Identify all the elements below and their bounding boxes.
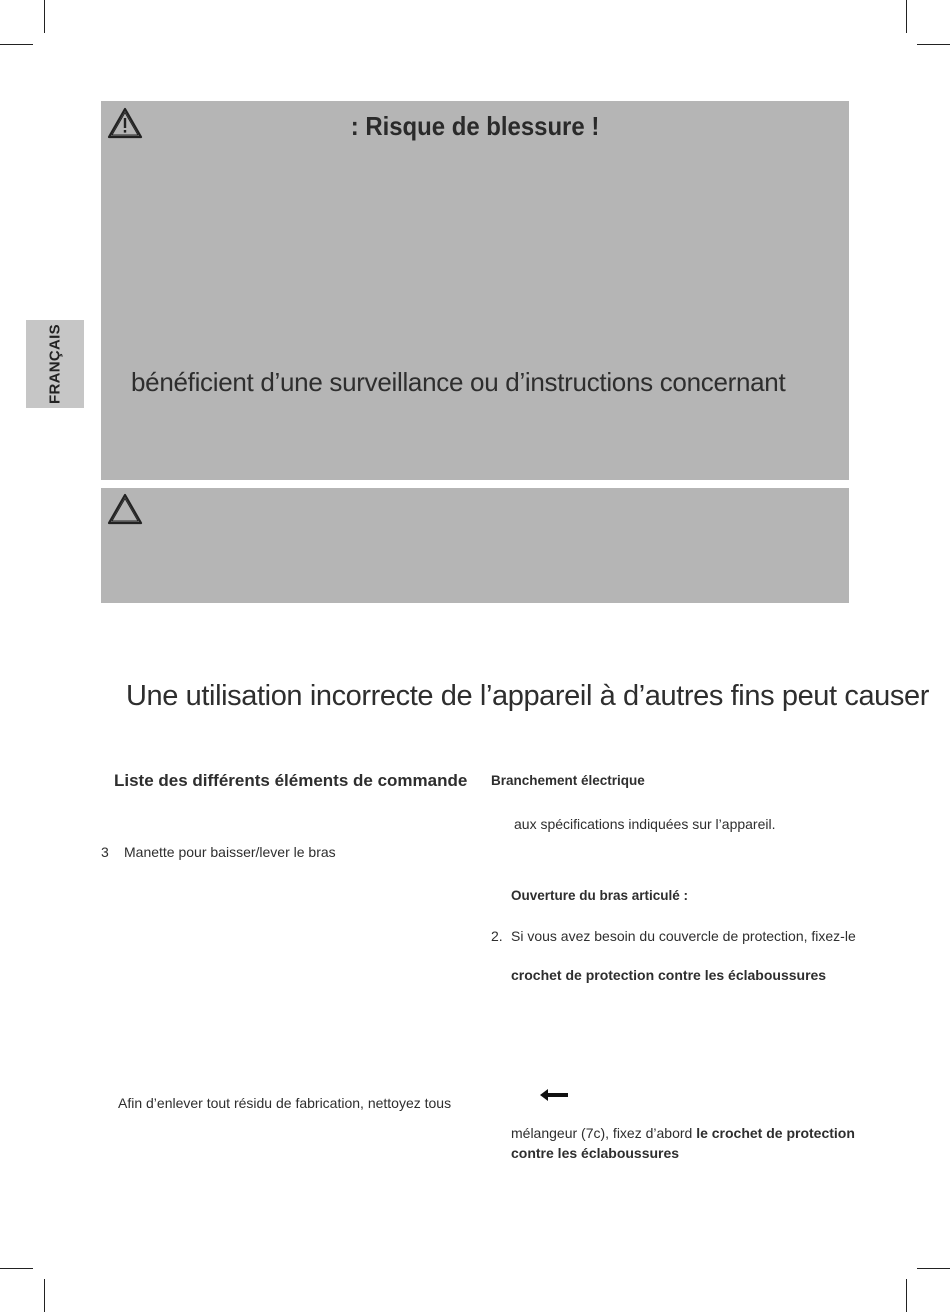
step-text: Si vous avez besoin du couvercle de protection, fixez-le (511, 928, 856, 944)
warning-body-text: bénéficient d’une surveillance ou d’instructions concernant (131, 367, 786, 397)
mixer-instruction-bold: le crochet de protection (696, 1125, 855, 1141)
intended-use-text: Une utilisation incorrecte de l’appareil à d’autres fins peut causer (126, 680, 929, 712)
arm-opening-heading: Ouverture du bras articulé : (511, 888, 689, 903)
crop-mark (917, 44, 950, 45)
warning-triangle-icon (107, 493, 143, 525)
left-arrow-icon (538, 1088, 570, 1102)
mixer-instruction-plain: mélangeur (7c), fixez d’abord (511, 1125, 697, 1141)
warning-heading: : Risque de blessure ! (350, 111, 600, 141)
crop-mark (44, 1279, 45, 1312)
crop-mark (44, 0, 45, 33)
crop-mark (917, 1268, 950, 1269)
electrical-connection-heading: Branchement électrique (491, 773, 645, 788)
warning-box-injury (101, 101, 849, 480)
language-tab (26, 320, 84, 408)
list-item-text: Manette pour baisser/lever le bras (124, 844, 336, 860)
specs-text: aux spécifications indiquées sur l’appareil. (514, 816, 776, 832)
splash-guard-text: crochet de protection contre les éclaboussures (511, 967, 827, 983)
list-item-number: 3 (101, 844, 109, 860)
crop-mark (0, 1268, 33, 1269)
mixer-instruction-text (511, 1125, 855, 1141)
crop-mark (906, 0, 907, 33)
splash-guard-text-2: contre les éclaboussures (511, 1145, 680, 1161)
warning-box-caution (101, 488, 849, 603)
crop-mark (906, 1279, 907, 1312)
crop-mark (0, 44, 33, 45)
step-number: 2. (491, 928, 503, 944)
language-tab-label: FRANÇAIS (46, 324, 64, 404)
cleaning-text: Afin d’enlever tout résidu de fabrication, nettoyez tous (118, 1095, 452, 1111)
controls-list-heading: Liste des différents éléments de commande (114, 771, 468, 790)
